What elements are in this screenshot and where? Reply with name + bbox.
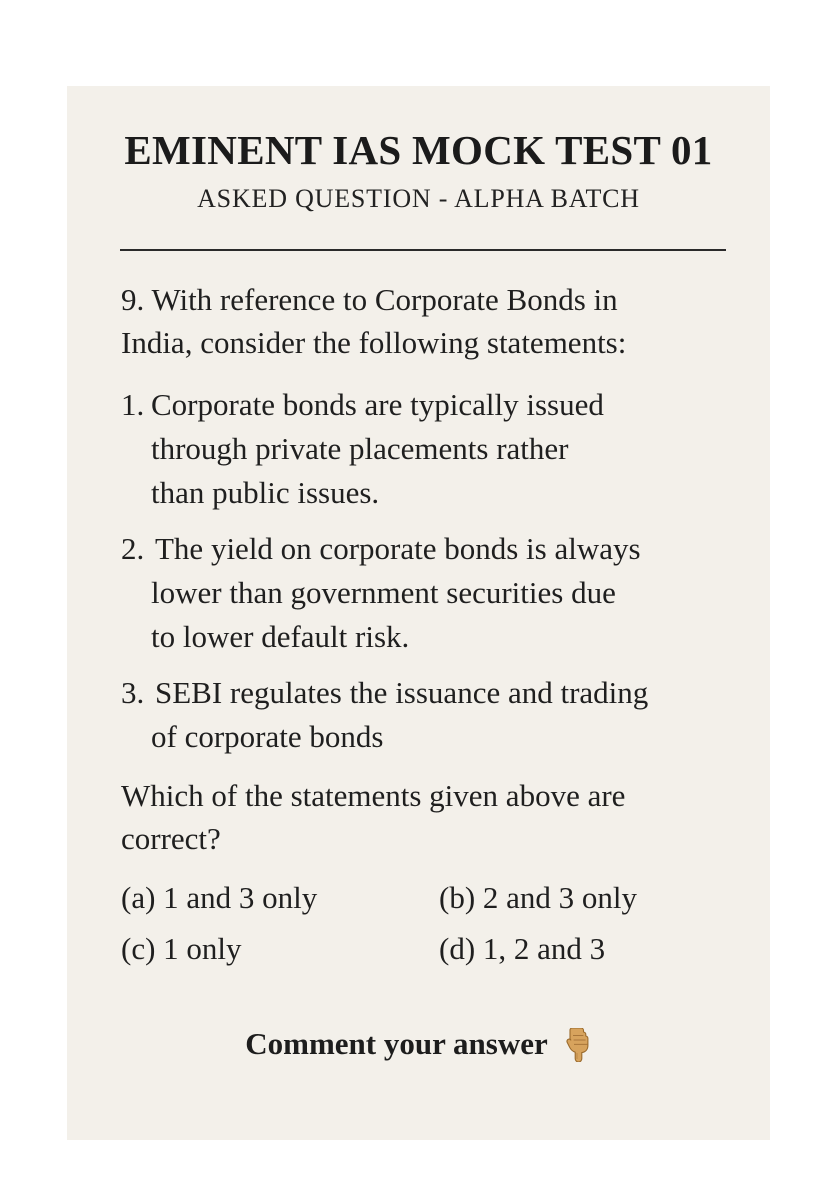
statement-3-line-2: of corporate bonds [151, 719, 384, 754]
statement-1-number: 1. [121, 387, 145, 422]
page-title: EMINENT IAS MOCK TEST 01 [124, 127, 713, 173]
statement-1-line-2: through private placements rather [151, 431, 569, 466]
question-line-1: 9. With reference to Corporate Bonds in [121, 282, 618, 317]
prompt-line-2: correct? [121, 821, 221, 856]
statement-1-line-1: Corporate bonds are typically issued [151, 387, 604, 422]
question-line-2: India, consider the following statements: [121, 325, 627, 360]
divider [120, 249, 726, 251]
page-subtitle: ASKED QUESTION - ALPHA BATCH [197, 184, 640, 213]
statement-2-line-2: lower than government securities due [151, 575, 616, 610]
option-a: (a) 1 and 3 only [121, 880, 318, 915]
statement-1-line-3: than public issues. [151, 475, 380, 510]
statement-2-number: 2. [121, 531, 145, 566]
option-d: (d) 1, 2 and 3 [439, 931, 606, 966]
comment-cta [67, 1026, 770, 1062]
prompt-line-1: Which of the statements given above are [121, 778, 626, 813]
comment-cta-label: Comment your answer [245, 1026, 548, 1061]
statement-2-line-3: to lower default risk. [151, 619, 410, 654]
option-b: (b) 2 and 3 only [439, 880, 638, 915]
statement-3-line-1: SEBI regulates the issuance and trading [155, 675, 649, 710]
option-c: (c) 1 only [121, 931, 242, 966]
statement-2-line-1: The yield on corporate bonds is always [155, 531, 641, 566]
question-card [67, 86, 770, 1140]
statement-3-number: 3. [121, 675, 145, 710]
pointing-down-hand-icon [562, 1028, 592, 1062]
